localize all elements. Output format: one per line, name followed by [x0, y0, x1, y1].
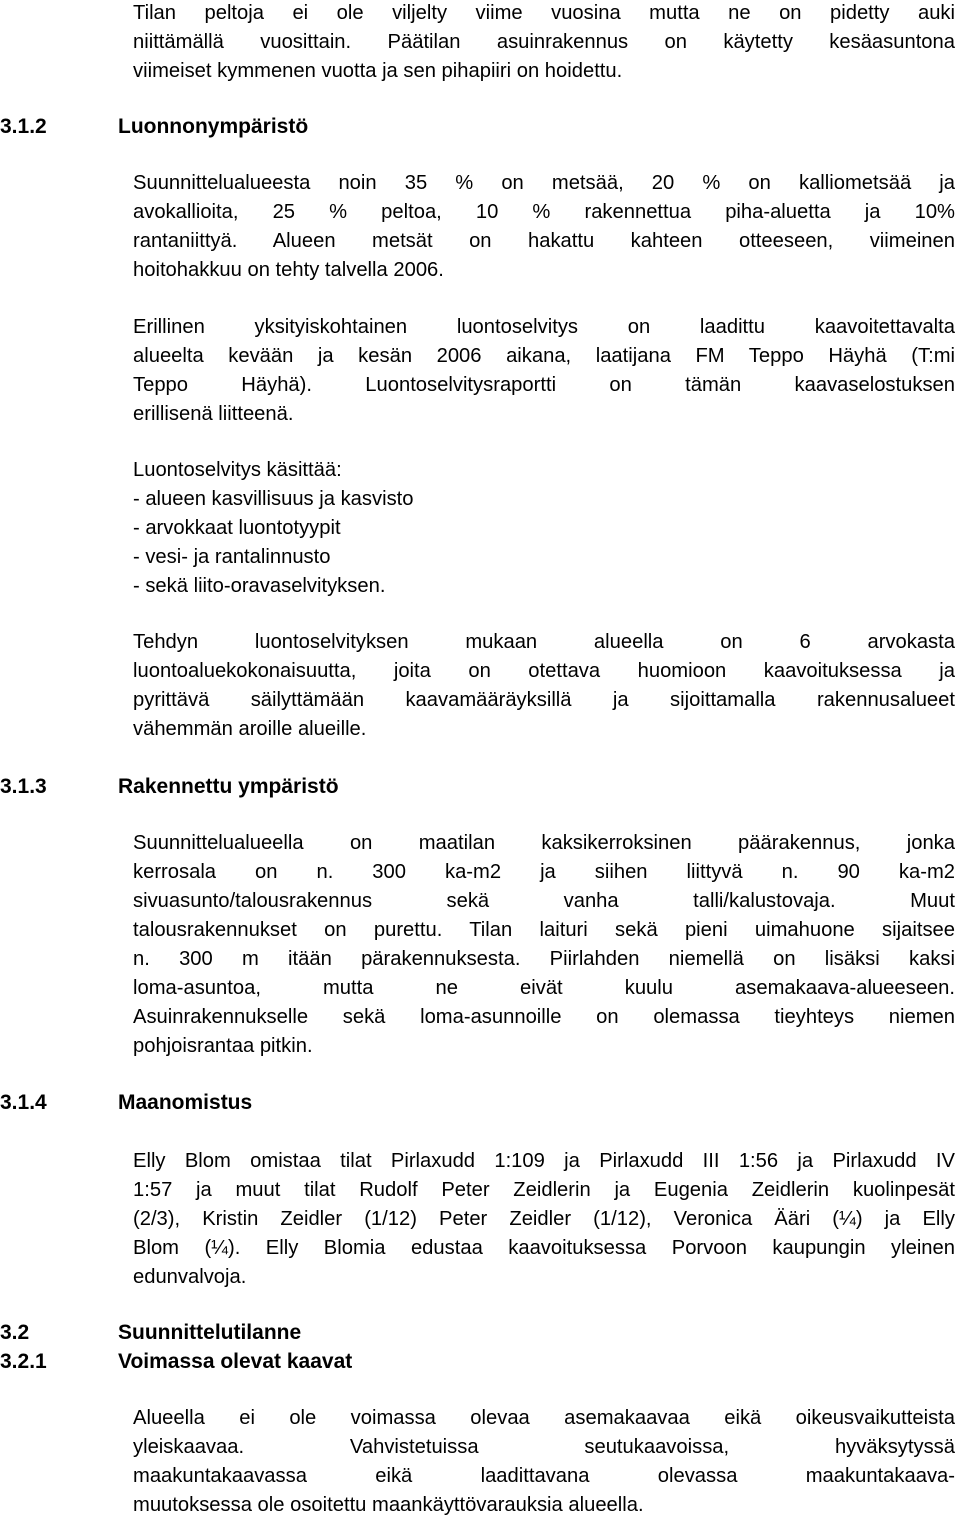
text-line: talousrakennukset on purettu. Tilan laituri sekä pieni uimahuone sijaitsee — [133, 919, 955, 941]
heading-title: Maanomistus — [118, 1091, 253, 1114]
text-line: vähemmän aroille alueille. — [133, 718, 367, 740]
text-line: rantaniittyä. Alueen metsät on hakattu kahteen otteeseen, viimeinen — [133, 230, 955, 252]
text-line: alueelta kevään ja kesän 2006 aikana, laatijana FM Teppo Häyhä (T:mi — [133, 345, 955, 367]
text-line: muutoksessa ole osoitettu maankäyttövarauksia alueella. — [133, 1494, 644, 1516]
text-line: niittämällä vuosittain. Päätilan asuinrakennus on käytetty kesäasuntona — [133, 31, 955, 53]
text-line: Erillinen yksityiskohtainen luontoselvitys on laadittu kaavoitettavalta — [133, 316, 955, 338]
text-line: erillisenä liitteenä. — [133, 403, 294, 425]
heading-number: 3.1.3 — [0, 775, 47, 798]
list-intro: Luontoselvitys käsittää: — [133, 459, 342, 481]
text-line: luontoaluekokonaisuutta, joita on otettava huomioon kaavoituksessa ja — [133, 660, 955, 682]
text-line: 1:57 ja muut tilat Rudolf Peter Zeidlerin ja Eugenia Zeidlerin kuolinpesät — [133, 1179, 955, 1201]
paragraph-land-ownership — [133, 1147, 955, 1292]
text-line: kerrosala on n. 300 ka-m2 ja siihen liittyvä n. 90 ka-m2 — [133, 861, 955, 883]
text-line: (2/3), Kristin Zeidler (1/12) Peter Zeidler (1/12), Veronica Ääri (¼) ja Elly — [133, 1208, 955, 1230]
text-line: edunvalvoja. — [133, 1266, 247, 1288]
text-line: yleiskaavaa. Vahvistetuissa seutukaavoissa, hyväksytyssä — [133, 1436, 955, 1458]
paragraph-farm-fields — [133, 0, 955, 86]
paragraph-nature-survey — [133, 313, 955, 429]
text-line: pohjoisrantaa pitkin. — [133, 1035, 313, 1057]
text-line: maakuntakaavassa eikä laadittavana olevassa maakuntakaava- — [133, 1465, 955, 1487]
text-line: Asuinrakennukselle sekä loma-asunnoille on olemassa tieyhteys niemen — [133, 1006, 955, 1028]
heading-number: 3.2.1 — [0, 1350, 47, 1373]
text-line: loma-asuntoa, mutta ne eivät kuulu asemakaava-alueeseen. — [133, 977, 955, 999]
text-line: Elly Blom omistaa tilat Pirlaxudd 1:109 ja Pirlaxudd III 1:56 ja Pirlaxudd IV — [133, 1150, 955, 1172]
list-survey-contents — [133, 456, 955, 601]
text-line: hoitohakkuu on tehty talvella 2006. — [133, 259, 444, 281]
paragraph-valuable-areas — [133, 628, 955, 744]
heading-number: 3.2 — [0, 1321, 30, 1344]
paragraph-valid-plans — [133, 1404, 955, 1520]
heading-title: Luonnonympäristö — [118, 115, 309, 138]
text-line: pyrittävä säilyttämään kaavamääräyksillä ja sijoittamalla rakennusalueet — [133, 689, 955, 711]
text-line: avokallioita, 25 % peltoa, 10 % rakennettua piha-aluetta ja 10% — [133, 201, 955, 223]
text-line: Suunnittelualueella on maatilan kaksikerroksinen päärakennus, jonka — [133, 832, 955, 854]
list-item: - vesi- ja rantalinnusto — [133, 546, 331, 568]
paragraph-built-environment — [133, 829, 955, 1061]
text-line: Alueella ei ole voimassa olevaa asemakaavaa eikä oikeusvaikutteista — [133, 1407, 955, 1429]
list-item: - alueen kasvillisuus ja kasvisto — [133, 488, 414, 510]
heading-title: Rakennettu ympäristö — [118, 775, 339, 798]
text-line: Tilan peltoja ei ole viljelty viime vuosina mutta ne on pidetty auki — [133, 2, 955, 24]
text-line: sivuasunto/talousrakennus sekä vanha talli/kalustovaja. Muut — [133, 890, 955, 912]
heading-title: Voimassa olevat kaavat — [118, 1350, 353, 1373]
list-item: - sekä liito-oravaselvityksen. — [133, 575, 386, 597]
heading-number: 3.1.2 — [0, 115, 47, 138]
list-item: - arvokkaat luontotyypit — [133, 517, 341, 539]
text-line: Blom (¼). Elly Blomia edustaa kaavoituksessa Porvoon kaupungin yleinen — [133, 1237, 955, 1259]
heading-number: 3.1.4 — [0, 1091, 47, 1114]
text-line: Tehdyn luontoselvityksen mukaan alueella on 6 arvokasta — [133, 631, 955, 653]
text-line: viimeiset kymmenen vuotta ja sen pihapiiri on hoidettu. — [133, 60, 623, 82]
text-line: Teppo Häyhä). Luontoselvitysraportti on tämän kaavaselostuksen — [133, 374, 955, 396]
text-line: n. 300 m itään pärakennuksesta. Piirlahden niemellä on lisäksi kaksi — [133, 948, 955, 970]
paragraph-land-cover — [133, 169, 955, 285]
text-line: Suunnittelualueesta noin 35 % on metsää, 20 % on kalliometsää ja — [133, 172, 955, 194]
heading-title: Suunnittelutilanne — [118, 1321, 302, 1344]
